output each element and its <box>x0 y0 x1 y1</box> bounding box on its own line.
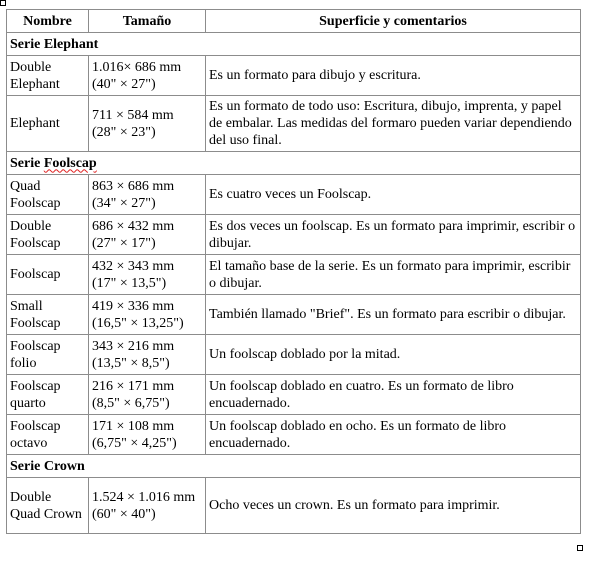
table-row <box>7 415 581 455</box>
table-row <box>7 175 581 215</box>
comment-cell: También llamado "Brief". Es un formato para escribir o dibujar. <box>206 295 581 335</box>
section-title <box>7 152 581 175</box>
section-title-prefix: Serie <box>10 155 44 171</box>
table-row <box>7 335 581 375</box>
size-cell: 1.016× 686 mm (40" × 27") <box>89 56 206 96</box>
section-title <box>7 455 581 478</box>
table-row <box>7 478 581 534</box>
section-title-prefix: Serie <box>10 36 44 52</box>
table-row <box>7 215 581 255</box>
table-row <box>7 96 581 152</box>
size-cell: 171 × 108 mm (6,75" × 4,25") <box>89 415 206 455</box>
table-row <box>7 255 581 295</box>
name-cell: Quad Foolscap <box>7 175 89 215</box>
comment-cell: Es dos veces un foolscap. Es un formato para imprimir, escribir o dibujar. <box>206 215 581 255</box>
section-row <box>7 455 581 478</box>
comment-cell: Es un formato para dibujo y escritura. <box>206 56 581 96</box>
size-cell: 419 × 336 mm (16,5" × 13,25") <box>89 295 206 335</box>
section-title-word: Crown <box>43 458 85 474</box>
name-cell: Foolscap quarto <box>7 375 89 415</box>
size-cell: 686 × 432 mm (27" × 17") <box>89 215 206 255</box>
section-title-prefix: Serie <box>10 458 44 474</box>
table-row <box>7 56 581 96</box>
name-cell: Double Quad Crown <box>7 478 89 534</box>
comment-cell: Un foolscap doblado en ocho. Es un formato de libro encuadernado. <box>206 415 581 455</box>
name-cell: Foolscap octavo <box>7 415 89 455</box>
comment-cell: El tamaño base de la serie. Es un formato para imprimir, escribir o dibujar. <box>206 255 581 295</box>
table-resize-handle[interactable] <box>577 545 583 551</box>
size-cell: 343 × 216 mm (13,5" × 8,5") <box>89 335 206 375</box>
comment-cell: Es cuatro veces un Foolscap. <box>206 175 581 215</box>
name-cell: Double Elephant <box>7 56 89 96</box>
section-title <box>7 33 581 56</box>
size-cell: 1.524 × 1.016 mm (60" × 40") <box>89 478 206 534</box>
section-title-word: Foolscap <box>43 155 97 171</box>
name-cell: Foolscap folio <box>7 335 89 375</box>
header-nombre: Nombre <box>7 10 89 33</box>
name-cell: Foolscap <box>7 255 89 295</box>
comment-cell: Un foolscap doblado por la mitad. <box>206 335 581 375</box>
header-superficie: Superficie y comentarios <box>206 10 581 33</box>
size-cell: 863 × 686 mm (34" × 27") <box>89 175 206 215</box>
section-row <box>7 152 581 175</box>
name-cell: Elephant <box>7 96 89 152</box>
header-row <box>7 10 581 33</box>
paper-sizes-table <box>6 9 581 534</box>
size-cell: 216 × 171 mm (8,5" × 6,75") <box>89 375 206 415</box>
comment-cell: Un foolscap doblado en cuatro. Es un formato de libro encuadernado. <box>206 375 581 415</box>
comment-cell: Ocho veces un crown. Es un formato para imprimir. <box>206 478 581 534</box>
comment-cell: Es un formato de todo uso: Escritura, dibujo, imprenta, y papel de embalar. Las medidas del formaro pueden variar dependiendo del uso final. <box>206 96 581 152</box>
section-title-word: Elephant <box>43 36 99 52</box>
size-cell: 432 × 343 mm (17" × 13,5") <box>89 255 206 295</box>
table-row <box>7 375 581 415</box>
table-row <box>7 295 581 335</box>
name-cell: Small Foolscap <box>7 295 89 335</box>
table-body <box>7 33 581 534</box>
header-tamano: Tamaño <box>89 10 206 33</box>
table-move-handle[interactable] <box>0 0 6 6</box>
section-row <box>7 33 581 56</box>
name-cell: Double Foolscap <box>7 215 89 255</box>
size-cell: 711 × 584 mm (28" × 23") <box>89 96 206 152</box>
